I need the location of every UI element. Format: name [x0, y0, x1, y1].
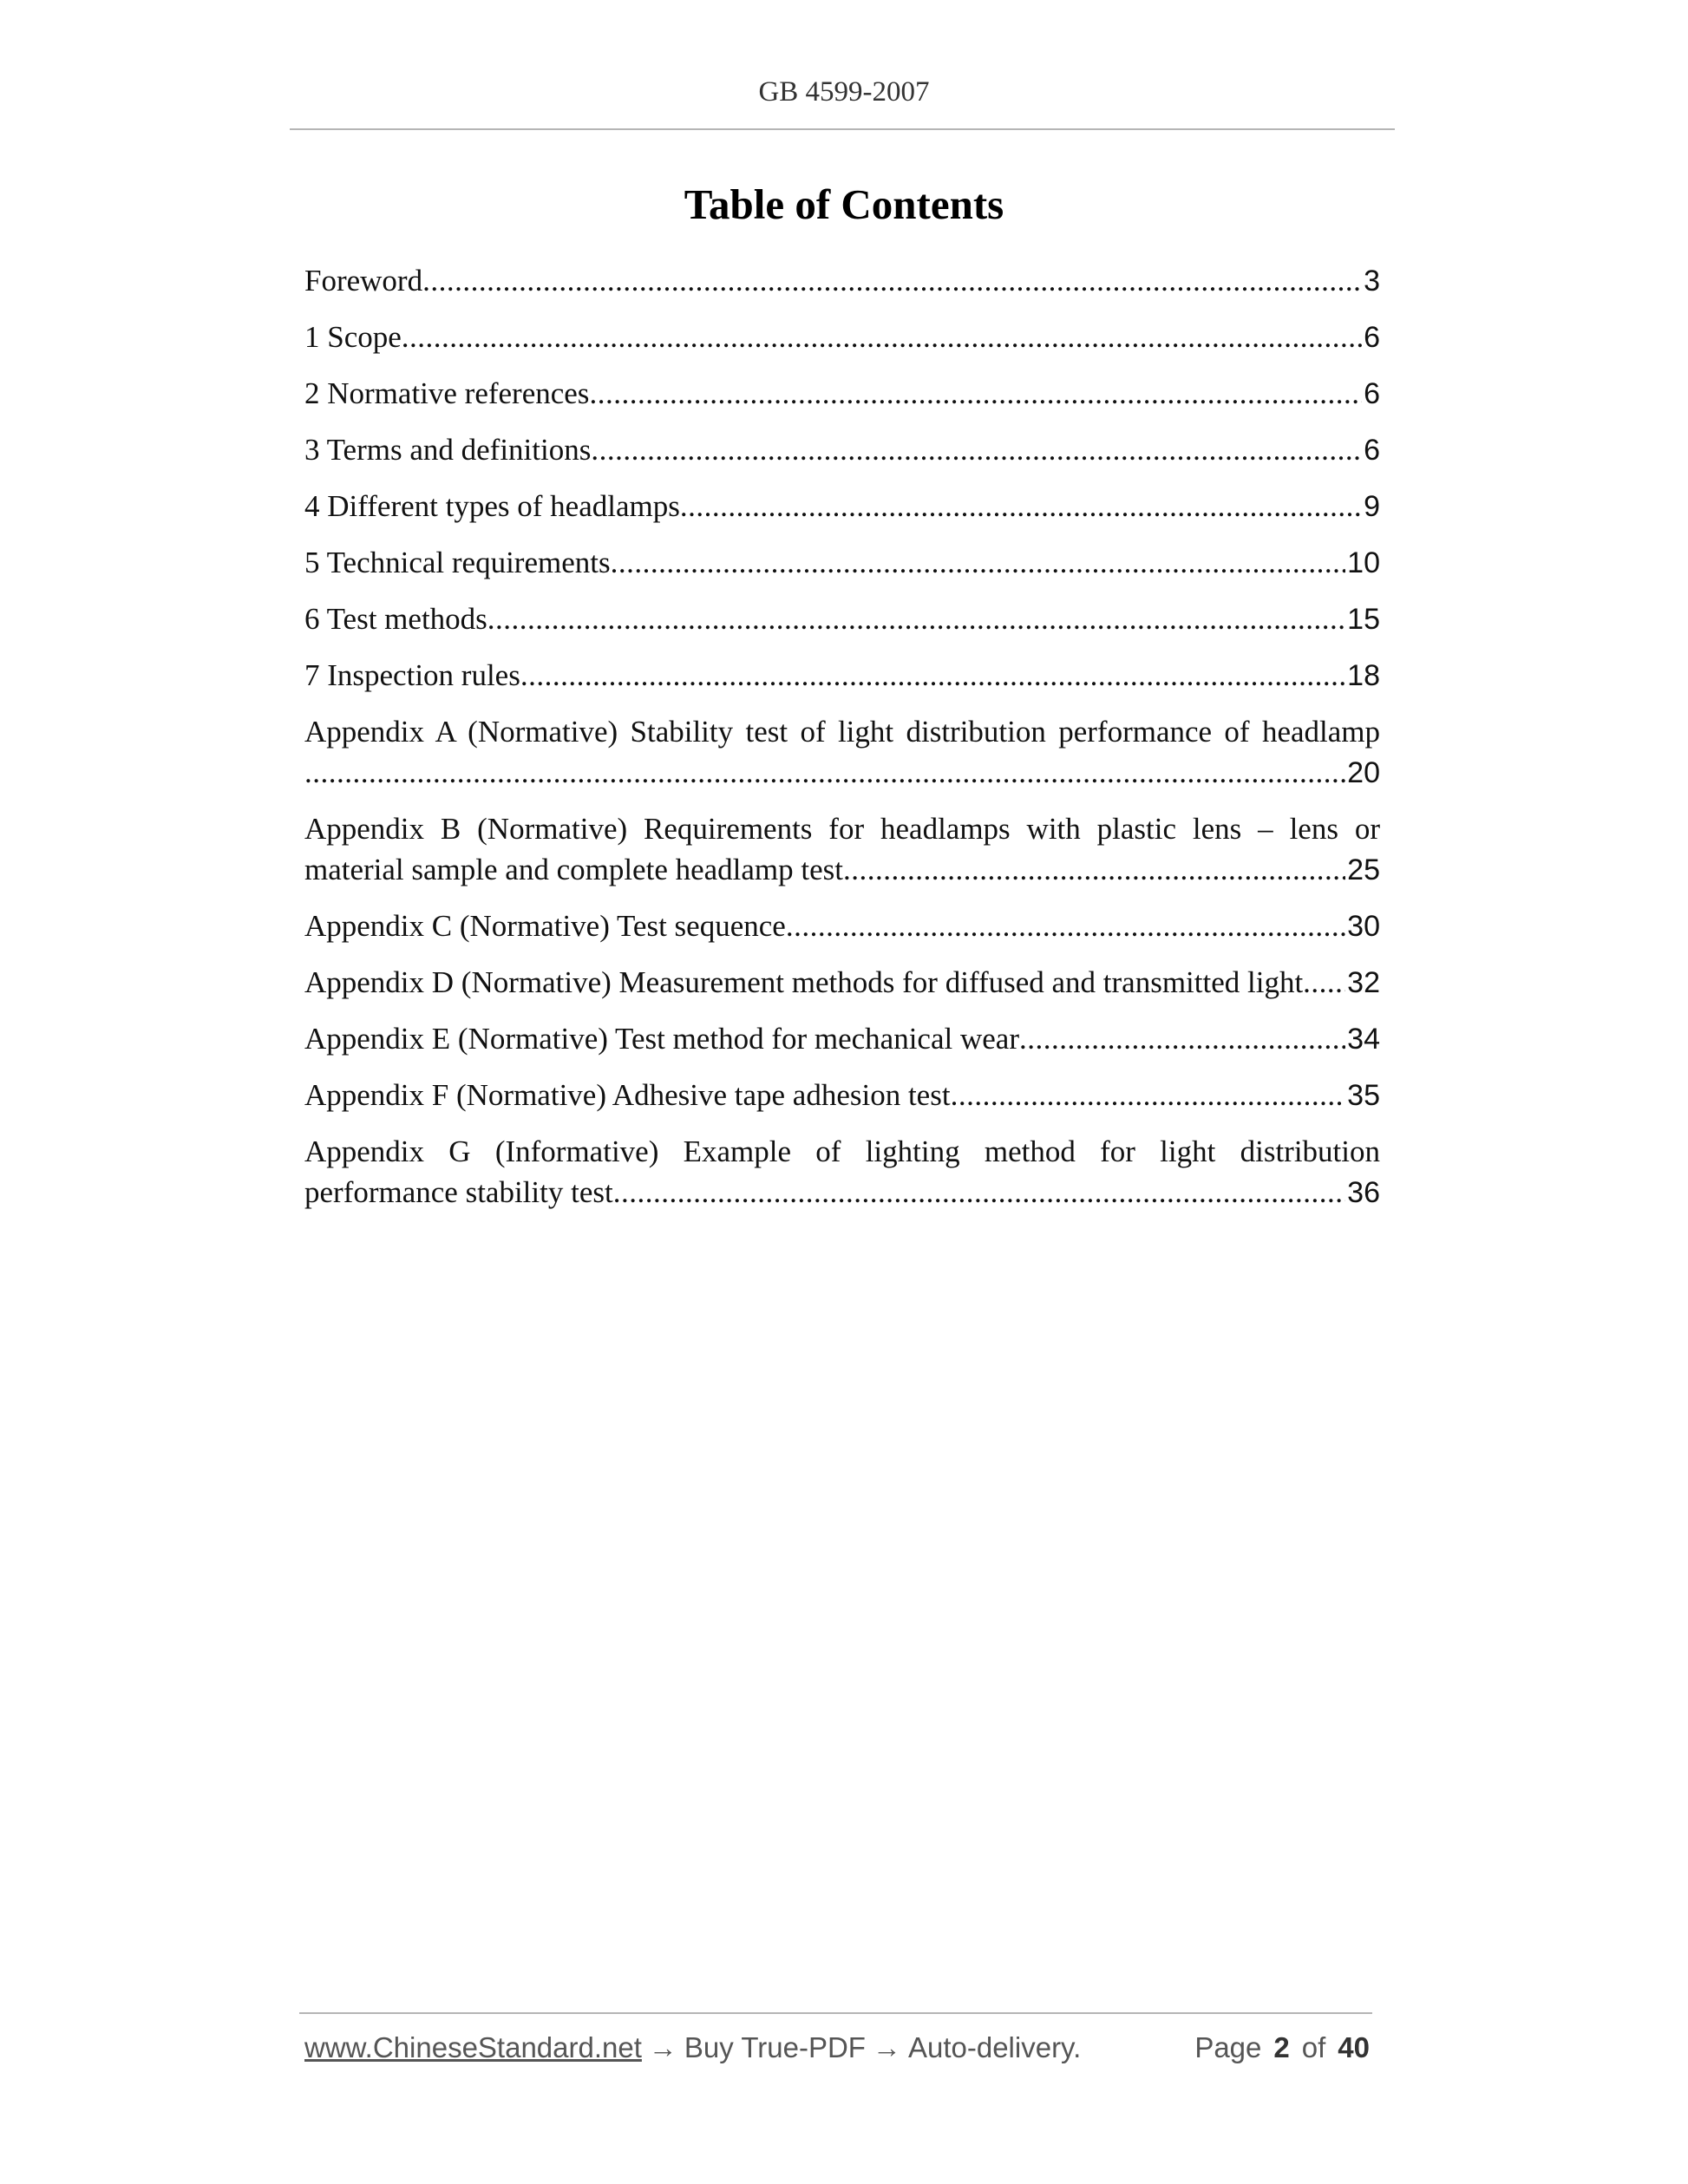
toc-entry-appendix-b[interactable]: [304, 808, 1380, 891]
dot-leader: [1303, 962, 1345, 1003]
website-link[interactable]: www.ChineseStandard.net: [304, 2031, 642, 2063]
toc-entry-normative-references[interactable]: [304, 373, 1380, 415]
toc-entry-foreword[interactable]: [304, 260, 1380, 302]
page-footer: [304, 2031, 1370, 2064]
dot-leader: [951, 1075, 1346, 1115]
of-label: of: [1301, 2031, 1326, 2063]
total-pages-number: 40: [1338, 2031, 1370, 2063]
toc-entry-label-continued: material sample and complete headlamp test: [304, 853, 844, 886]
toc-page-number: 20: [1347, 756, 1380, 789]
toc-entry-label: Appendix B (Normative) Requirements for headlamps with plastic lens – lens or: [304, 812, 1380, 846]
dot-leader: [520, 655, 1345, 696]
toc-entry-label: Appendix G (Informative) Example of lighting method for light distribution: [304, 1135, 1380, 1168]
document-header: GB 4599-2007: [758, 76, 930, 108]
toc-entry-appendix-c[interactable]: [304, 906, 1380, 947]
dot-leader: [402, 317, 1362, 357]
toc-page-number: 3: [1364, 265, 1380, 298]
toc-page-number: 32: [1347, 966, 1380, 999]
toc-entry-label: 2 Normative references: [304, 376, 590, 410]
dot-leader: [487, 598, 1345, 639]
toc-page-number: 30: [1347, 910, 1380, 943]
toc-page-number: 6: [1364, 434, 1380, 467]
dot-leader: [1019, 1018, 1345, 1059]
toc-entry-label: Appendix C (Normative) Test sequence: [304, 909, 786, 943]
toc-entry-label-continued: performance stability test: [304, 1175, 613, 1209]
toc-entry-inspection-rules[interactable]: [304, 655, 1380, 696]
toc-entry-test-methods[interactable]: [304, 598, 1380, 640]
toc-page-number: 15: [1347, 603, 1380, 636]
toc-page-number: 34: [1347, 1023, 1380, 1056]
toc-entry-appendix-g[interactable]: [304, 1131, 1380, 1213]
toc-entry-scope[interactable]: [304, 317, 1380, 358]
toc-entry-headlamp-types[interactable]: [304, 486, 1380, 527]
toc-page-number: 6: [1364, 321, 1380, 354]
current-page-number: 2: [1273, 2031, 1290, 2063]
dot-leader: [843, 849, 1345, 890]
toc-page-number: 36: [1347, 1176, 1380, 1209]
toc-entry-label: Foreword: [304, 264, 423, 298]
toc-page-number: 9: [1364, 490, 1380, 523]
toc-entry-terms-definitions[interactable]: [304, 429, 1380, 471]
toc-entry-label: 6 Test methods: [304, 602, 487, 636]
dot-leader: [613, 1172, 1345, 1213]
toc-page-number: 35: [1347, 1079, 1380, 1112]
dot-leader: [611, 542, 1346, 583]
dot-leader: [422, 260, 1362, 301]
page-title: Table of Contents: [684, 180, 1004, 228]
arrow-right-icon: →: [648, 2031, 677, 2063]
page-label: Page: [1194, 2031, 1262, 2063]
footer-divider: [299, 2012, 1372, 2014]
toc-entry-appendix-f[interactable]: [304, 1075, 1380, 1116]
delivery-text: Auto-delivery.: [907, 2031, 1082, 2063]
toc-entry-label: Appendix F (Normative) Adhesive tape adhesion test: [304, 1078, 951, 1112]
toc-page-number: 6: [1364, 377, 1380, 410]
toc-page-number: 25: [1347, 853, 1380, 886]
toc-page-number: 18: [1347, 659, 1380, 692]
buy-pdf-text: Buy True-PDF: [684, 2031, 866, 2063]
toc-entry-label: 3 Terms and definitions: [304, 433, 592, 467]
toc-entry-label: 4 Different types of headlamps: [304, 489, 680, 523]
dot-leader: [786, 906, 1345, 946]
toc-page-number: 10: [1347, 546, 1380, 579]
toc-entry-label: Appendix D (Normative) Measurement methods for diffused and transmitted light: [304, 965, 1304, 999]
toc-entry-label: 5 Technical requirements: [304, 546, 611, 579]
header-divider: [290, 128, 1395, 130]
toc-entry-appendix-a[interactable]: [304, 711, 1380, 794]
dot-leader: [304, 752, 1345, 793]
toc-entry-label: 7 Inspection rules: [304, 658, 520, 692]
dot-leader: [680, 486, 1362, 526]
dot-leader: [589, 373, 1362, 414]
dot-leader: [591, 429, 1362, 470]
arrow-right-icon: →: [872, 2031, 901, 2063]
toc-entry-technical-requirements[interactable]: [304, 542, 1380, 584]
toc-entry-label: 1 Scope: [304, 320, 402, 354]
table-of-contents: [304, 260, 1380, 1228]
toc-entry-label: Appendix E (Normative) Test method for mechanical wear: [304, 1022, 1019, 1056]
toc-entry-appendix-d[interactable]: [304, 962, 1380, 1004]
toc-entry-appendix-e[interactable]: [304, 1018, 1380, 1060]
toc-entry-label: Appendix A (Normative) Stability test of light distribution performance of headlamp: [304, 715, 1380, 749]
